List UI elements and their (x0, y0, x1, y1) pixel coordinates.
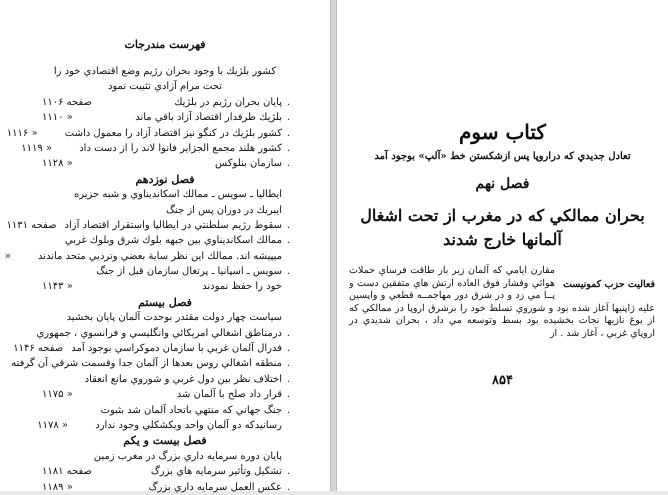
toc-entry (6, 126, 290, 141)
toc-page-ref: صفحه ۱۱۸۱ (42, 466, 93, 478)
bullet-icon: . (286, 158, 290, 170)
toc-entry-text: سازمان بنلوكس (215, 158, 282, 170)
toc-entry (40, 156, 290, 171)
toc-page-ref: « ۱۱۱۰ (42, 112, 73, 124)
bullet-icon: . (286, 127, 290, 139)
toc-entry (13, 341, 290, 356)
toc-entry-text: ميپيشه اند. ممالك اين نظر ساية بعضي وترديي متحد ماندند (37, 250, 282, 262)
toc-line (40, 310, 290, 325)
toc-page-ref (7, 310, 67, 325)
toc-entry-text: خود را حفظ نمودند (202, 281, 282, 293)
bullet-icon: . (286, 235, 290, 247)
toc-entry-text: سويس ـ اسپانيا ـ پرتغال سازمان قبل از جنگ (96, 266, 282, 278)
toc-entry-text: سياست چهار دولت مقتدر بوحدت آلمان پايان بخشيد (66, 312, 282, 324)
toc-entry (40, 233, 290, 248)
toc-entry (40, 387, 290, 402)
toc-page-ref (5, 233, 65, 248)
toc-entry (40, 372, 290, 387)
toc-title: فهرست مندرجات (124, 38, 206, 51)
bullet-icon: . (286, 373, 290, 385)
toc-page-ref (25, 372, 85, 387)
toc-entry (40, 403, 290, 418)
toc-entry (40, 464, 290, 479)
toc-page-ref: « ۱۱۸۹ (42, 481, 73, 493)
bullet-icon: . (286, 327, 290, 339)
bullet-icon: . (286, 358, 290, 370)
bullet-icon: . (286, 466, 290, 478)
toc-page-ref: صفحه ۱۱۴۶ (13, 343, 64, 355)
toc-page-ref: صفحه ۱۱۳۱ (6, 219, 57, 231)
toc-page-ref: « ۱۱۷۵ (42, 389, 73, 401)
bullet-icon (282, 310, 290, 325)
toc-page-ref (36, 264, 96, 279)
bullet-icon: . (286, 481, 290, 493)
toc-entry-text: تشكيل وتأثير سرمايه هاي بزرگ (150, 466, 282, 478)
toc-entry-text: جنگ جهاني كه منتهي باتحاد آلمان شد بثبوت (100, 404, 282, 416)
toc-entry-text: درمناطق اشغالي امريكائي وانگليسي و فرانسوي ، جمهوري (36, 327, 282, 339)
bullet-icon: . (286, 389, 290, 401)
toc-page-ref: « ۱۱۲۸ (42, 158, 73, 170)
page-number: ۸۵۴ (492, 373, 513, 388)
toc-entry-text: پايان بحران رژيم در بلژيك (174, 96, 282, 108)
toc-chapter-heading: فصل نوزدهم (135, 172, 195, 186)
right-page (337, 0, 668, 491)
toc-intro-line: تحت مرام آزادي تثبيت نمود (107, 81, 223, 93)
table-of-contents (4, 64, 290, 495)
toc-line (40, 203, 290, 218)
toc-page-ref (0, 326, 36, 341)
body-text: مقارن ايامي كه آلمان زير بار طاقت فرساي حملات هوائي وفشار فوق العاده ارتش هاي متفقين دست و پــا مي زد و در شرق دور مهاجمــه قطعي و واپسين عليه ژاپنيها آغاز شده بود و شوروي تسلط خود را برشرق اروپا در ممالكي كه از يوغ نازيها نجات بخشيده بود بسط وتوسعه مي داد ، بحران شديدي در اروپاي غربي ، آغاز شد . از (349, 265, 655, 339)
toc-entry-text: فدرال آلمان غربي با سازمان دموكراسي بوجود آمد (71, 343, 282, 355)
toc-chapter-heading: فصل بيستم (138, 295, 192, 309)
toc-entry (11, 356, 290, 371)
toc-page-ref: « ۱۱۱۶ (6, 127, 38, 139)
bullet-icon: . (286, 112, 290, 124)
toc-entry-text: منطقه اشغالي روس بعدها از آلمان جدا وقسمت شرقي آن گرفته (11, 358, 282, 370)
toc-entry-text: كشور هلند مجمع الجزاير فانوا لاند را از دست داد (79, 142, 282, 154)
toc-entry (21, 141, 290, 156)
toc-entry (40, 110, 290, 125)
toc-page-ref (40, 203, 100, 218)
toc-page-ref: « (4, 250, 11, 262)
toc-entry (40, 480, 290, 495)
chapter-subtitle: تعادل جديدي كه دراروپا پس ازشكستن خط «آلپ» بوجود آمد (374, 151, 631, 162)
toc-entry (40, 95, 290, 110)
bullet-icon: . (286, 266, 290, 278)
toc-page-ref: « ۱۱۱۹ (21, 142, 52, 154)
toc-page-ref (34, 449, 94, 464)
toc-page-ref (14, 187, 74, 202)
toc-entry-text: كشور بلژيك در كنگو نيز اقتصاد آزاد را معمول داشت (64, 127, 282, 139)
side-heading: فعاليت حزب كمونيست (562, 279, 655, 290)
bullet-icon: . (286, 96, 290, 108)
toc-entry-text: رسانيدكه دو آلمان واحد ويكشكلي وجود ندارد (95, 419, 282, 431)
toc-entry-text: پايان دوره سرمايه داري بزرگ در مغرب زمين (93, 450, 282, 462)
toc-page-ref: « ۱۱۷۸ (37, 419, 69, 431)
book-part-title: كتاب سوم (459, 120, 546, 144)
toc-entry-text: اختلاف نظر بين دول غربي و شوروي مانع انعقاد (84, 373, 282, 385)
bullet-icon: . (286, 219, 290, 231)
bullet-icon: . (286, 142, 290, 154)
bullet-icon (282, 249, 290, 264)
left-page (0, 0, 330, 491)
bullet-icon (282, 203, 290, 218)
toc-page-ref (0, 356, 11, 371)
toc-entry-text: عكس العمل سرمايه داري بزرگ (148, 481, 282, 493)
bullet-icon (282, 187, 290, 202)
toc-entry (40, 264, 290, 279)
toc-entry (6, 218, 290, 233)
section-number: فصل نهم (475, 176, 530, 192)
bullet-icon (282, 449, 290, 464)
toc-line (40, 449, 290, 464)
toc-line (4, 249, 290, 264)
toc-page-ref: صفحه ۱۱۰۶ (42, 96, 93, 108)
toc-page-ref (40, 403, 100, 418)
section-title: بحران ممالكي كه در مغرب از تحت اشغال آلمانها خارج شدند (360, 206, 645, 249)
toc-entry-text: ايبريك در دوران پس از جنگ (165, 204, 282, 216)
toc-line (40, 187, 290, 202)
toc-chapter-heading: فصل بيست و يكم (123, 434, 207, 448)
toc-entry-text: ايطاليا ـ سويس ـ ممالك اسكانديناوي و شبه جزيره (73, 189, 282, 201)
toc-entry-text: بلژيك طرفدار اقتصاد آزاد باقي ماند (135, 112, 282, 124)
toc-entry-text: ممالك اسكانديناوي بين جبهه بلوك شرق وبلوك غربي (64, 235, 282, 247)
bullet-icon (282, 279, 290, 294)
bullet-icon: . (286, 343, 290, 355)
toc-entry-text: سقوط رژيم سلطنتي در ايطاليا واستقرار اقتصاد آزاد (64, 219, 282, 231)
body-paragraph (349, 265, 655, 341)
toc-line (40, 279, 290, 294)
book-gutter (330, 0, 337, 491)
toc-entry (36, 326, 290, 341)
toc-page-ref: « ۱۱۴۳ (42, 281, 73, 293)
bullet-icon: . (286, 404, 290, 416)
toc-line (37, 418, 290, 433)
toc-intro-line: كشور بلژيك با وجود بحران رژيم وضع اقتصادي خود را (53, 66, 277, 77)
toc-entry-text: قرار داد صلح با آلمان شد (176, 389, 282, 401)
bullet-icon (282, 418, 290, 433)
